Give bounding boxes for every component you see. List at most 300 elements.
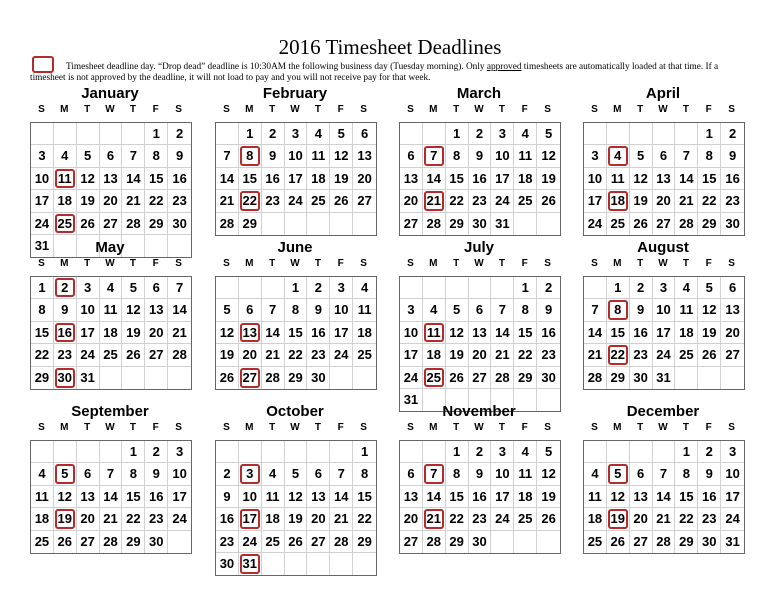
day-cell: 30	[168, 213, 191, 235]
day-grid	[399, 440, 561, 554]
empty-day-cell	[353, 213, 376, 235]
day-cell: 28	[262, 367, 285, 389]
empty-day-cell	[698, 367, 721, 389]
empty-day-cell	[653, 441, 676, 463]
weekday-label: S	[591, 258, 598, 269]
day-cell: 6	[400, 145, 423, 167]
day-cell: 9	[469, 145, 492, 167]
empty-day-cell	[262, 441, 285, 463]
weekday-label: T	[498, 422, 505, 433]
day-cell: 24	[168, 508, 191, 530]
day-cell: 9	[54, 299, 77, 321]
day-cell: 2	[145, 441, 168, 463]
day-cell: 26	[216, 367, 239, 389]
day-cell: 21	[491, 344, 514, 366]
empty-day-cell	[514, 213, 537, 235]
deadline-day-cell: 8	[239, 145, 262, 167]
weekday-label: T	[637, 422, 644, 433]
day-cell: 2	[168, 123, 191, 145]
day-cell: 8	[446, 463, 469, 485]
day-cell: 3	[491, 441, 514, 463]
day-cell: 4	[54, 145, 77, 167]
day-cell: 2	[262, 123, 285, 145]
weekday-label: M	[245, 104, 254, 115]
day-cell: 11	[31, 486, 54, 508]
day-cell: 5	[216, 299, 239, 321]
day-cell: 11	[262, 486, 285, 508]
weekday-label: T	[84, 422, 91, 433]
weekday-label: F	[337, 422, 344, 433]
weekday-label: S	[223, 104, 230, 115]
weekday-label: W	[105, 104, 115, 115]
weekday-label: T	[84, 104, 91, 115]
day-cell: 11	[584, 486, 607, 508]
day-cell: 2	[630, 277, 653, 299]
weekday-label: W	[474, 104, 484, 115]
empty-day-cell	[607, 441, 630, 463]
day-cell: 21	[262, 344, 285, 366]
day-cell: 10	[168, 463, 191, 485]
empty-day-cell	[239, 277, 262, 299]
day-cell: 26	[330, 190, 353, 212]
empty-day-cell	[168, 367, 191, 389]
empty-day-cell	[100, 367, 123, 389]
day-cell: 22	[446, 508, 469, 530]
day-cell: 2	[216, 463, 239, 485]
day-cell: 12	[122, 299, 145, 321]
weekday-header	[30, 103, 190, 117]
day-cell: 1	[145, 123, 168, 145]
day-cell: 9	[721, 145, 744, 167]
day-cell: 13	[100, 168, 123, 190]
weekday-label: S	[591, 422, 598, 433]
weekday-label: W	[474, 422, 484, 433]
day-cell: 12	[698, 299, 721, 321]
weekday-label: S	[175, 422, 182, 433]
day-cell: 15	[675, 486, 698, 508]
day-cell: 7	[100, 463, 123, 485]
deadline-day-cell: 17	[239, 508, 262, 530]
empty-day-cell	[262, 277, 285, 299]
day-cell: 24	[330, 344, 353, 366]
day-cell: 13	[145, 299, 168, 321]
day-cell: 18	[675, 322, 698, 344]
day-cell: 25	[353, 344, 376, 366]
day-grid	[399, 276, 561, 412]
day-cell: 2	[721, 123, 744, 145]
day-cell: 14	[262, 322, 285, 344]
day-cell: 9	[537, 299, 560, 321]
month-march	[399, 85, 559, 236]
day-cell: 23	[537, 344, 560, 366]
weekday-label: M	[613, 422, 622, 433]
day-cell: 4	[584, 463, 607, 485]
empty-day-cell	[400, 277, 423, 299]
day-cell: 26	[630, 213, 653, 235]
day-cell: 20	[400, 190, 423, 212]
day-cell: 23	[262, 190, 285, 212]
day-cell: 18	[423, 344, 446, 366]
day-cell: 30	[537, 367, 560, 389]
empty-day-cell	[122, 367, 145, 389]
day-cell: 6	[721, 277, 744, 299]
day-cell: 3	[400, 299, 423, 321]
day-cell: 25	[514, 190, 537, 212]
deadline-day-cell: 5	[607, 463, 630, 485]
day-cell: 26	[537, 508, 560, 530]
month-november	[399, 403, 559, 554]
empty-day-cell	[285, 553, 308, 575]
month-july	[399, 239, 559, 412]
day-cell: 16	[216, 508, 239, 530]
day-cell: 13	[307, 486, 330, 508]
day-cell: 27	[400, 531, 423, 553]
month-october	[215, 403, 375, 576]
day-cell: 6	[630, 463, 653, 485]
weekday-label: W	[105, 258, 115, 269]
day-cell: 6	[400, 463, 423, 485]
day-cell: 27	[145, 344, 168, 366]
deadline-day-cell: 19	[607, 508, 630, 530]
day-cell: 17	[584, 190, 607, 212]
weekday-label: T	[682, 422, 689, 433]
day-cell: 16	[145, 486, 168, 508]
empty-day-cell	[307, 441, 330, 463]
day-cell: 13	[653, 168, 676, 190]
empty-day-cell	[145, 367, 168, 389]
empty-day-cell	[330, 553, 353, 575]
day-cell: 19	[630, 190, 653, 212]
day-cell: 13	[400, 486, 423, 508]
day-cell: 3	[31, 145, 54, 167]
day-cell: 12	[54, 486, 77, 508]
day-cell: 7	[330, 463, 353, 485]
day-cell: 14	[100, 486, 123, 508]
day-cell: 25	[584, 531, 607, 553]
day-cell: 29	[446, 531, 469, 553]
weekday-label: W	[658, 104, 668, 115]
empty-day-cell	[330, 213, 353, 235]
day-cell: 1	[675, 441, 698, 463]
weekday-label: F	[152, 258, 159, 269]
empty-day-cell	[54, 123, 77, 145]
day-cell: 1	[122, 441, 145, 463]
day-cell: 22	[514, 344, 537, 366]
empty-day-cell	[307, 553, 330, 575]
month-name: May	[95, 239, 125, 256]
day-cell: 19	[537, 486, 560, 508]
deadline-day-cell: 11	[54, 168, 77, 190]
day-cell: 10	[400, 322, 423, 344]
day-cell: 12	[607, 486, 630, 508]
day-cell: 9	[168, 145, 191, 167]
day-cell: 11	[514, 463, 537, 485]
empty-day-cell	[653, 123, 676, 145]
day-cell: 10	[721, 463, 744, 485]
day-cell: 30	[630, 367, 653, 389]
empty-day-cell	[446, 277, 469, 299]
weekday-label: S	[223, 258, 230, 269]
day-cell: 17	[330, 322, 353, 344]
empty-day-cell	[216, 441, 239, 463]
day-cell: 12	[537, 463, 560, 485]
day-cell: 1	[607, 277, 630, 299]
day-cell: 27	[469, 367, 492, 389]
day-cell: 7	[675, 145, 698, 167]
day-cell: 16	[537, 322, 560, 344]
empty-day-cell	[584, 277, 607, 299]
month-name: April	[645, 85, 681, 102]
weekday-label: S	[544, 422, 551, 433]
day-cell: 19	[122, 322, 145, 344]
day-cell: 3	[285, 123, 308, 145]
day-cell: 23	[54, 344, 77, 366]
month-name: July	[463, 239, 494, 256]
day-grid	[583, 122, 745, 236]
empty-day-cell	[168, 531, 191, 553]
day-cell: 20	[630, 508, 653, 530]
day-cell: 25	[675, 344, 698, 366]
day-cell: 7	[262, 299, 285, 321]
month-name: November	[442, 403, 516, 420]
day-cell: 28	[100, 531, 123, 553]
day-cell: 25	[262, 531, 285, 553]
day-cell: 30	[307, 367, 330, 389]
day-cell: 3	[491, 123, 514, 145]
day-cell: 15	[607, 322, 630, 344]
day-cell: 24	[77, 344, 100, 366]
day-cell: 15	[285, 322, 308, 344]
day-cell: 3	[168, 441, 191, 463]
day-cell: 28	[675, 213, 698, 235]
day-cell: 27	[653, 213, 676, 235]
day-cell: 3	[77, 277, 100, 299]
weekday-label: T	[682, 258, 689, 269]
weekday-label: W	[290, 104, 300, 115]
day-cell: 10	[285, 145, 308, 167]
day-cell: 19	[285, 508, 308, 530]
deadline-day-cell: 22	[607, 344, 630, 366]
day-cell: 6	[469, 299, 492, 321]
weekday-label: T	[269, 258, 276, 269]
day-cell: 13	[77, 486, 100, 508]
day-cell: 3	[584, 145, 607, 167]
day-cell: 28	[491, 367, 514, 389]
deadline-day-cell: 25	[423, 367, 446, 389]
empty-day-cell	[285, 441, 308, 463]
day-cell: 15	[698, 168, 721, 190]
day-cell: 15	[31, 322, 54, 344]
day-cell: 27	[77, 531, 100, 553]
empty-day-cell	[31, 123, 54, 145]
day-cell: 17	[285, 168, 308, 190]
day-cell: 31	[400, 389, 423, 411]
day-cell: 10	[491, 145, 514, 167]
day-cell: 10	[77, 299, 100, 321]
day-cell: 26	[285, 531, 308, 553]
day-cell: 30	[469, 531, 492, 553]
weekday-header	[215, 421, 375, 435]
weekday-label: S	[407, 104, 414, 115]
day-cell: 27	[721, 344, 744, 366]
day-cell: 5	[698, 277, 721, 299]
day-cell: 25	[514, 508, 537, 530]
day-cell: 1	[698, 123, 721, 145]
day-cell: 25	[31, 531, 54, 553]
day-cell: 13	[353, 145, 376, 167]
day-cell: 28	[168, 344, 191, 366]
day-cell: 14	[653, 486, 676, 508]
day-cell: 4	[262, 463, 285, 485]
weekday-label: T	[682, 104, 689, 115]
page-title: 2016 Timesheet Deadlines	[278, 35, 502, 59]
day-cell: 6	[307, 463, 330, 485]
day-cell: 19	[330, 168, 353, 190]
month-name: January	[81, 85, 139, 102]
day-cell: 29	[698, 213, 721, 235]
deadline-day-cell: 19	[54, 508, 77, 530]
weekday-header	[583, 103, 743, 117]
empty-day-cell	[100, 123, 123, 145]
day-grid	[30, 440, 192, 554]
empty-day-cell	[423, 277, 446, 299]
day-cell: 29	[353, 531, 376, 553]
weekday-label: T	[314, 258, 321, 269]
day-cell: 11	[514, 145, 537, 167]
day-cell: 8	[514, 299, 537, 321]
day-cell: 22	[698, 190, 721, 212]
day-cell: 18	[307, 168, 330, 190]
day-cell: 14	[423, 168, 446, 190]
day-cell: 29	[239, 213, 262, 235]
day-cell: 6	[100, 145, 123, 167]
day-cell: 13	[469, 322, 492, 344]
day-cell: 17	[491, 486, 514, 508]
day-cell: 23	[168, 190, 191, 212]
day-grid	[215, 122, 377, 236]
weekday-label: F	[337, 258, 344, 269]
day-cell: 21	[330, 508, 353, 530]
day-cell: 17	[31, 190, 54, 212]
day-cell: 14	[122, 168, 145, 190]
day-cell: 20	[145, 322, 168, 344]
weekday-label: S	[38, 258, 45, 269]
day-cell: 4	[31, 463, 54, 485]
deadline-day-cell: 31	[239, 553, 262, 575]
day-cell: 23	[145, 508, 168, 530]
day-cell: 2	[307, 277, 330, 299]
day-cell: 28	[216, 213, 239, 235]
empty-day-cell	[675, 123, 698, 145]
weekday-label: T	[129, 104, 136, 115]
day-cell: 20	[100, 190, 123, 212]
month-april	[583, 85, 743, 236]
weekday-label: S	[360, 104, 367, 115]
deadline-day-cell: 5	[54, 463, 77, 485]
empty-day-cell	[330, 367, 353, 389]
day-cell: 2	[469, 441, 492, 463]
day-cell: 12	[330, 145, 353, 167]
month-name: March	[456, 85, 502, 102]
day-cell: 24	[721, 508, 744, 530]
deadline-note	[30, 62, 735, 84]
empty-day-cell	[216, 277, 239, 299]
weekday-label: T	[314, 422, 321, 433]
day-cell: 4	[514, 441, 537, 463]
empty-day-cell	[77, 441, 100, 463]
empty-day-cell	[630, 441, 653, 463]
month-september	[30, 403, 190, 554]
deadline-day-cell: 13	[239, 322, 262, 344]
day-cell: 5	[122, 277, 145, 299]
weekday-label: F	[521, 258, 528, 269]
day-cell: 14	[216, 168, 239, 190]
deadline-day-cell: 18	[607, 190, 630, 212]
day-cell: 29	[285, 367, 308, 389]
deadline-day-cell: 11	[423, 322, 446, 344]
empty-day-cell	[353, 367, 376, 389]
day-cell: 29	[514, 367, 537, 389]
day-cell: 17	[400, 344, 423, 366]
day-cell: 4	[514, 123, 537, 145]
day-cell: 23	[469, 508, 492, 530]
day-cell: 20	[721, 322, 744, 344]
day-cell: 11	[607, 168, 630, 190]
day-cell: 19	[216, 344, 239, 366]
day-grid	[583, 276, 745, 390]
day-cell: 11	[353, 299, 376, 321]
weekday-header	[399, 257, 559, 271]
weekday-label: M	[60, 104, 69, 115]
day-cell: 23	[469, 190, 492, 212]
day-cell: 23	[307, 344, 330, 366]
day-cell: 21	[122, 190, 145, 212]
weekday-label: S	[544, 258, 551, 269]
day-cell: 10	[330, 299, 353, 321]
day-cell: 4	[307, 123, 330, 145]
weekday-label: T	[453, 422, 460, 433]
day-cell: 20	[77, 508, 100, 530]
day-cell: 2	[469, 123, 492, 145]
weekday-label: W	[290, 258, 300, 269]
day-cell: 8	[698, 145, 721, 167]
weekday-label: M	[429, 104, 438, 115]
weekday-label: M	[60, 258, 69, 269]
day-cell: 14	[675, 168, 698, 190]
day-cell: 10	[653, 299, 676, 321]
empty-day-cell	[262, 213, 285, 235]
month-february	[215, 85, 375, 236]
day-cell: 10	[491, 463, 514, 485]
day-cell: 23	[698, 508, 721, 530]
day-cell: 9	[262, 145, 285, 167]
day-cell: 6	[239, 299, 262, 321]
deadline-day-cell: 21	[423, 190, 446, 212]
month-name: December	[626, 403, 700, 420]
day-cell: 29	[31, 367, 54, 389]
day-cell: 24	[239, 531, 262, 553]
deadline-day-cell: 8	[607, 299, 630, 321]
day-cell: 22	[31, 344, 54, 366]
day-cell: 27	[353, 190, 376, 212]
day-cell: 25	[607, 213, 630, 235]
day-cell: 7	[491, 299, 514, 321]
empty-day-cell	[514, 531, 537, 553]
weekday-label: M	[429, 258, 438, 269]
weekday-label: F	[152, 104, 159, 115]
day-cell: 11	[675, 299, 698, 321]
day-cell: 14	[491, 322, 514, 344]
